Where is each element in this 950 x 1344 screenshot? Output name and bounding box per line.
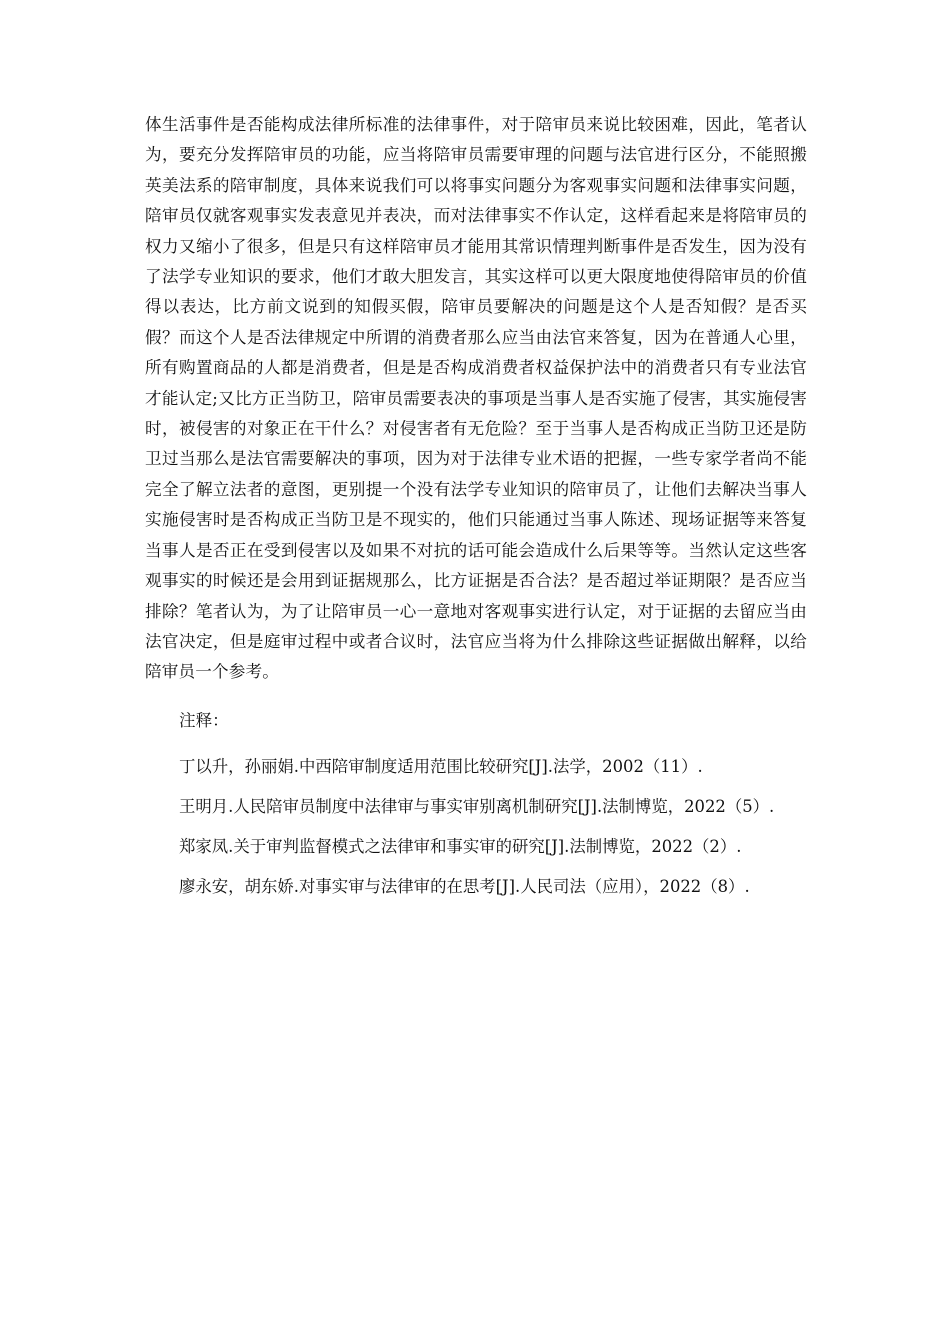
article-body-paragraph: 体生活事件是否能构成法律所标准的法律事件，对于陪审员来说比较困难，因此，笔者认为，要充分发挥陪审员的功能，应当将陪审员需要审理的问题与法官进行区分，不能照搬英美法系的陪审制度，具体来说我们可以将事实问题分为客观事实问题和法律事实问题，陪审员仅就客观事实发表意见并表决，而对法律事实不作认定，这样看起来是将陪审员的权力又缩小了很多，但是只有这样陪审员才能用其常识情理判断事件是否发生，因为没有了法学专业知识的要求，他们才敢大胆发言，其实这样可以更大限度地使得陪审员的价值得以表达，比方前文说到的知假买假，陪审员要解决的问题是这个人是否知假？是否买假？而这个人是否法律规定中所谓的消费者那么应当由法官来答复，因为在普通人心里，所有购置商品的人都是消费者，但是是否构成消费者权益保护法中的消费者只有专业法官才能认定;又比方正当防卫，陪审员需要表决的事项是当事人是否实施了侵害，其实施侵害时，被侵害的对象正在干什么？对侵害者有无危险？至于当事人是否构成正当防卫还是防卫过当那么是法官需要解决的事项，因为对于法律专业术语的把握，一些专家学者尚不能完全了解立法者的意图，更别提一个没有法学专业知识的陪审员了，让他们去解决当事人实施侵害时是否构成正当防卫是不现实的，他们只能通过当事人陈述、现场证据等来答复当事人是否正在受到侵害以及如果不对抗的话可能会造成什么后果等等。当然认定这些客观事实的时候还是会用到证据规那么，比方证据是否合法？是否超过举证期限？是否应当排除？笔者认为，为了让陪审员一心一意地对客观事实进行认定，对于证据的去留应当由法官决定，但是庭审过程中或者合议时，法官应当将为什么排除这些证据做出解释，以给陪审员一个参考。 bbox=[145, 115, 807, 682]
reference-item: 廖永安，胡东娇.对事实审与法律审的在思考[J].人民司法（应用），2022（8）. bbox=[179, 877, 750, 896]
reference-item: 王明月.人民陪审员制度中法律审与事实审别离机制研究[J].法制博览，2022（5）. bbox=[179, 797, 775, 816]
reference-list bbox=[179, 752, 859, 912]
reference-item: 郑家凤.关于审判监督模式之法律审和事实审的研究[J].法制博览，2022（2）. bbox=[179, 837, 742, 856]
reference-item: 丁以升，孙丽娟.中西陪审制度适用范围比较研究[J].法学，2002（11）. bbox=[179, 757, 703, 776]
notes-heading: 注释： bbox=[179, 711, 229, 730]
